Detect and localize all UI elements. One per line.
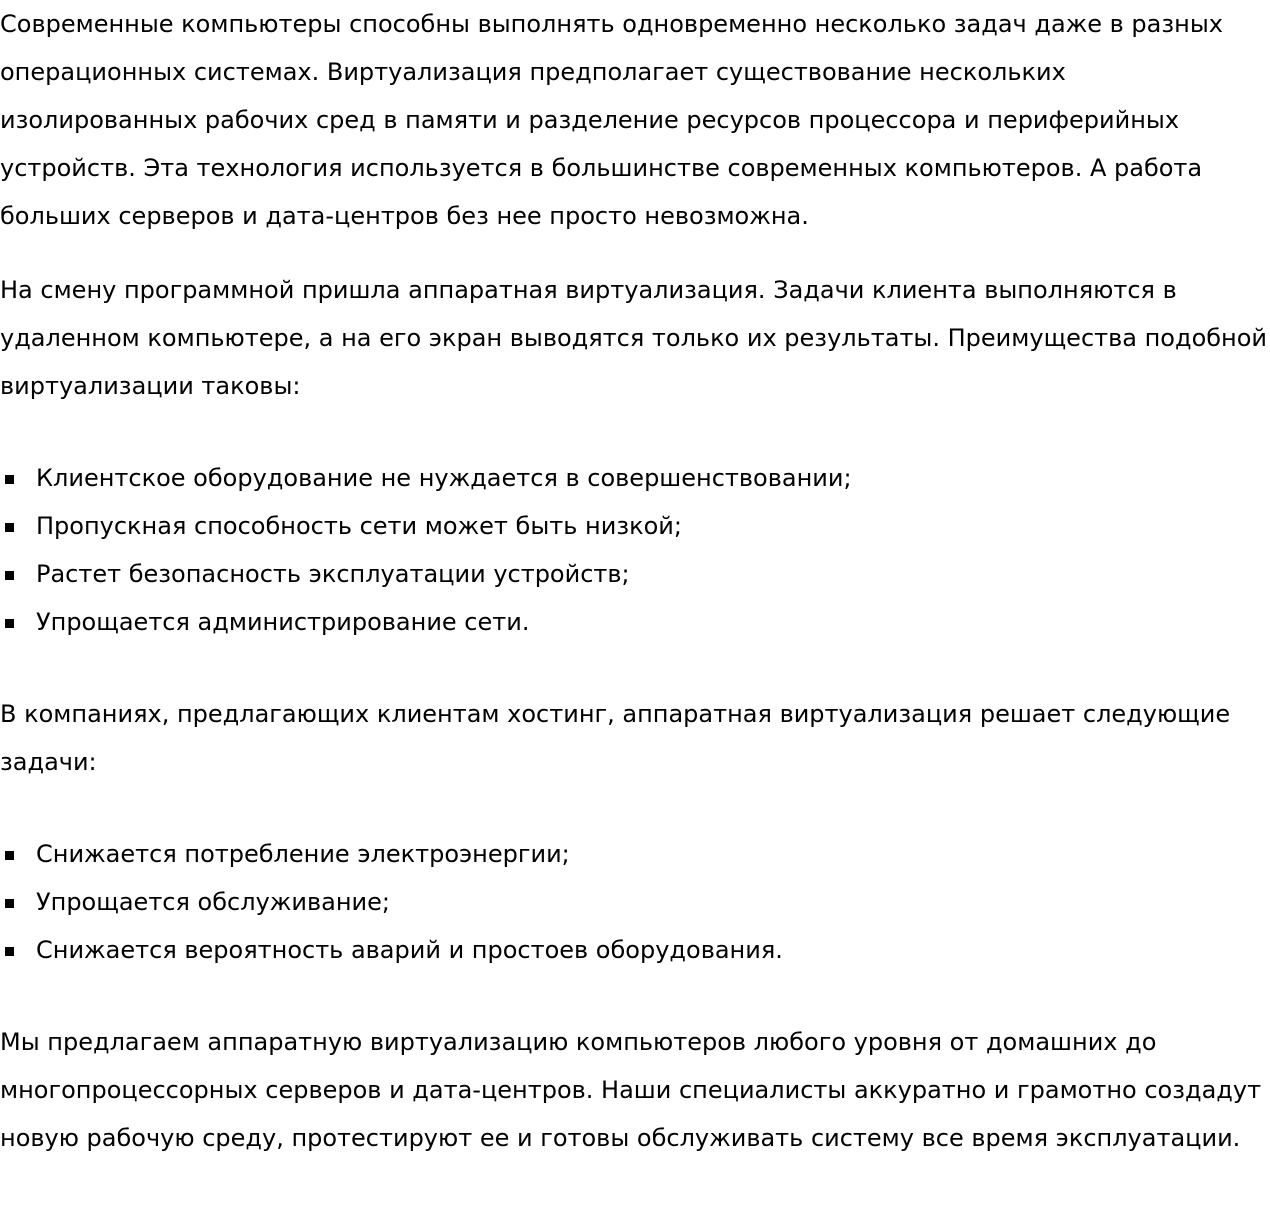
square-bullet-icon (5, 899, 14, 908)
square-bullet-icon (5, 851, 14, 860)
list-item-text: Упрощается администрирование сети. (36, 608, 530, 636)
list-item (0, 454, 1270, 502)
list-item (0, 830, 1270, 878)
square-bullet-icon (5, 523, 14, 532)
list-item-text: Упрощается обслуживание; (36, 888, 390, 916)
hosting-paragraph: В компаниях, предлагающих клиентам хостинг, аппаратная виртуализация решает следующие задачи: (0, 700, 1231, 776)
hosting-tasks-list (0, 830, 1270, 974)
list-item (0, 550, 1270, 598)
list-item-text: Снижается вероятность аварий и простоев оборудования. (36, 936, 783, 964)
list-item-text: Клиентское оборудование не нуждается в совершенствовании; (36, 464, 852, 492)
offer-paragraph: Мы предлагаем аппаратную виртуализацию компьютеров любого уровня от домашних до многопроцессорных серверов и дата-центров. Наши специалисты аккуратно и грамотно создадут новую рабочую среду, протестируют ее и готовы обслуживать систему все время эксплуатации. (0, 1028, 1262, 1152)
list-item (0, 878, 1270, 926)
square-bullet-icon (5, 475, 14, 484)
intro-paragraph: Современные компьютеры способны выполнять одновременно несколько задач даже в разных операционных системах. Виртуализация предполагает существование нескольких изолированных рабочих сред в памяти и разделение ресурсов процессора и периферийных устройств. Эта технология используется в большинстве современных компьютеров. А работа больших серверов и дата-центров без нее просто невозможна. (0, 10, 1223, 230)
list-item (0, 502, 1270, 550)
advantages-list (0, 454, 1270, 646)
list-item-text: Пропускная способность сети может быть низкой; (36, 512, 682, 540)
list-item-text: Растет безопасность эксплуатации устройств; (36, 560, 630, 588)
square-bullet-icon (5, 571, 14, 580)
list-item (0, 926, 1270, 974)
square-bullet-icon (5, 947, 14, 956)
list-item-text: Снижается потребление электроэнергии; (36, 840, 570, 868)
hardware-virtualization-paragraph: На смену программной пришла аппаратная виртуализация. Задачи клиента выполняются в удаленном компьютере, а на его экран выводятся только их результаты. Преимущества подобной виртуализации таковы: (0, 276, 1268, 400)
list-item (0, 598, 1270, 646)
square-bullet-icon (5, 619, 14, 628)
